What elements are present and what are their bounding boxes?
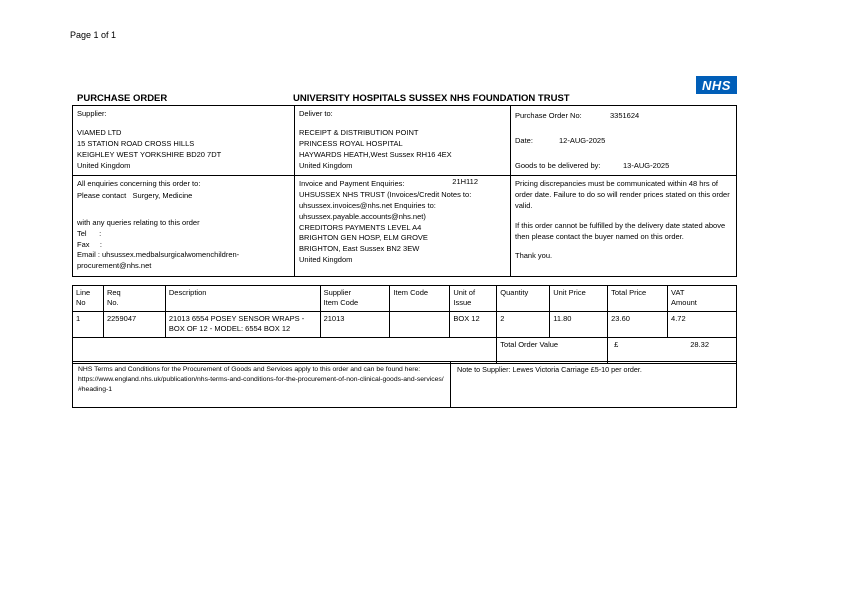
invoice-line: BRIGHTON, East Sussex BN2 3EW (299, 244, 420, 254)
col-header-total-price: Total Price (608, 286, 668, 312)
order-date-value: 12-AUG-2025 (559, 135, 606, 145)
nhs-logo: NHS (696, 76, 737, 94)
enquiries-cell (73, 176, 295, 276)
items-header-row (73, 286, 737, 312)
item-total-price: 23.60 (608, 312, 668, 338)
enquiries-contact-line: Please contact Surgery, Medicine (77, 190, 193, 200)
total-order-value-label: Total Order Value (497, 338, 608, 364)
col-header-description: Description (165, 286, 320, 312)
col-header-supplier-item-code: Supplier Item Code (320, 286, 390, 312)
invoice-enquiries-cell (295, 176, 511, 276)
fax-label: Fax : (77, 239, 103, 249)
total-order-value: 28.32 (690, 340, 709, 349)
supplier-address-line: KEIGHLEY WEST YORKSHIRE BD20 7DT (77, 149, 222, 159)
page-number: Page 1 of 1 (70, 30, 117, 40)
col-header-req-no: Req No. (103, 286, 165, 312)
document-header (77, 93, 737, 105)
invoice-line: CREDITORS PAYMENTS LEVEL A4 (299, 222, 422, 232)
total-order-value-cell (608, 338, 737, 364)
item-row (73, 312, 737, 338)
purchase-order-title: PURCHASE ORDER (77, 93, 168, 104)
enquiries-queries-line: with any queries relating to this order (77, 217, 200, 227)
delivery-date-label: Goods to be delivered by: (515, 160, 601, 170)
po-number-value: 3351624 (610, 111, 640, 120)
deliver-to-label: Deliver to: (299, 109, 333, 118)
invoice-line: UHSUSSEX NHS TRUST (Invoices/Credit Notes to: (299, 189, 472, 199)
pricing-note-paragraph: If this order cannot be fulfilled by the delivery date stated above then please contact the buyer named on this order. (515, 220, 726, 241)
order-date-label: Date: (515, 135, 533, 145)
terms-and-conditions-cell (73, 362, 451, 407)
po-number-label: Purchase Order No: (515, 111, 582, 120)
terms-url-link[interactable]: https://www.england.nhs.uk/publication/nhs-terms-and-conditions-for-the-procurement-of-non-clinical-goods-and-services/#heading-1 (78, 376, 444, 394)
terms-text: NHS Terms and Conditions for the Procurement of Goods and Services apply to this order and can be found here: (78, 366, 421, 373)
col-header-line-no: Line No (73, 286, 104, 312)
pricing-note-paragraph: Pricing discrepancies must be communicated within 48 hrs of order date. Failure to do so will render prices stated on this order valid. (515, 179, 730, 210)
delivery-point-code: 21H112 (452, 177, 478, 187)
item-item-code (390, 312, 450, 338)
enquiries-heading: All enquiries concerning this order to: (77, 179, 201, 188)
delivery-date-value: 13-AUG-2025 (623, 160, 670, 170)
supplier-address-line: 15 STATION ROAD CROSS HILLS (77, 138, 195, 148)
order-info-cell (511, 106, 736, 176)
supplier-address-line: United Kingdom (77, 160, 131, 170)
invoice-line: United Kingdom (299, 255, 353, 265)
enquiries-email-line: Email : uhsussex.medbalsurgicalwomenchildren-procurement@nhs.net (77, 250, 240, 271)
item-supplier-item-code: 21013 (320, 312, 390, 338)
item-quantity: 2 (497, 312, 550, 338)
invoice-line: BRIGHTON GEN HOSP, ELM GROVE (299, 233, 428, 243)
col-header-unit-of-issue: Unit of Issue (450, 286, 497, 312)
invoice-line: uhsussex.payable.accounts@nhs.net) (299, 211, 426, 221)
col-header-item-code: Item Code (390, 286, 450, 312)
col-header-vat-amount: VAT Amount (668, 286, 737, 312)
footer-notes (72, 361, 737, 408)
supplier-name: VIAMED LTD (77, 127, 122, 137)
supplier-note-cell (451, 362, 736, 407)
supplier-label: Supplier: (77, 109, 107, 118)
col-header-quantity: Quantity (497, 286, 550, 312)
deliver-address-line: PRINCESS ROYAL HOSPITAL (299, 138, 403, 148)
deliver-address-line: United Kingdom (299, 160, 353, 170)
item-unit-price: 11.80 (550, 312, 608, 338)
deliver-address-line: HAYWARDS HEATH,West Sussex RH16 4EX (299, 149, 452, 159)
item-description: 21013 6554 POSEY SENSOR WRAPS - BOX OF 12 - MODEL: 6554 BOX 12 (165, 312, 320, 338)
currency-symbol: £ (614, 340, 619, 349)
pricing-note-paragraph: Thank you. (515, 251, 553, 261)
deliver-address-line: RECEIPT & DISTRIBUTION POINT (299, 127, 419, 137)
invoice-heading: Invoice and Payment Enquiries: (299, 179, 405, 188)
order-items-table (72, 285, 737, 364)
tel-label: Tel : (77, 228, 102, 238)
trust-title: UNIVERSITY HOSPITALS SUSSEX NHS FOUNDATION TRUST (293, 93, 570, 104)
invoice-line: uhsussex.invoices@nhs.net Enquiries to: (299, 200, 436, 210)
item-line-no: 1 (73, 312, 104, 338)
item-req-no: 2259047 (103, 312, 165, 338)
order-header-table (72, 105, 737, 277)
total-row-spacer (73, 338, 497, 364)
total-row (73, 338, 737, 364)
col-header-unit-price: Unit Price (550, 286, 608, 312)
supplier-note: Note to Supplier: Lewes Victoria Carriage £5-10 per order. (457, 365, 642, 374)
pricing-note-cell (511, 176, 736, 276)
item-vat-amount: 4.72 (668, 312, 737, 338)
item-unit-of-issue: BOX 12 (450, 312, 497, 338)
supplier-cell (73, 106, 295, 176)
